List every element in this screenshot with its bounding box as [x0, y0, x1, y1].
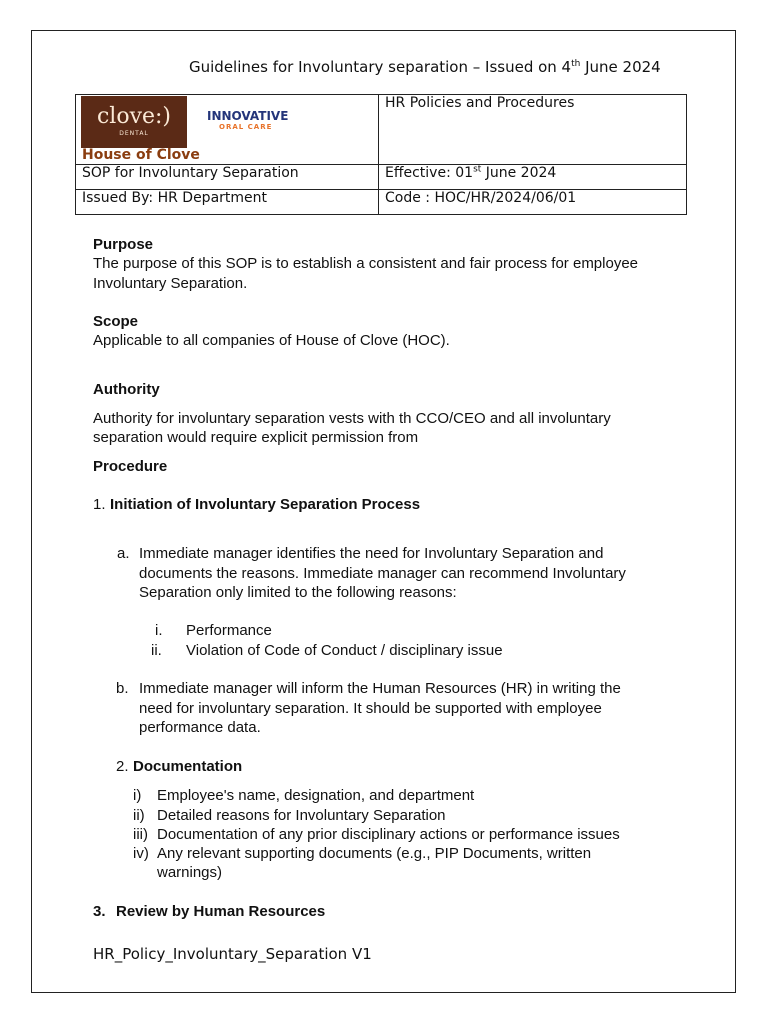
- doc-item-4-marker: iv): [133, 845, 149, 862]
- purpose-text-line-2: Involuntary Separation.: [93, 275, 248, 292]
- reason-2-marker: ii.: [151, 642, 162, 659]
- doc-item-2-marker: ii): [133, 807, 145, 824]
- authority-text-line-2: separation would require explicit permission from: [93, 429, 419, 446]
- doc-item-3-marker: iii): [133, 826, 148, 843]
- step-3-number: 3.: [93, 903, 106, 920]
- step-2-title: Documentation: [133, 758, 243, 775]
- footer-filename: HR_Policy_Involuntary_Separation V1: [93, 945, 372, 963]
- authority-heading: Authority: [93, 381, 160, 398]
- scope-text: Applicable to all companies of House of Clove (HOC).: [93, 332, 450, 349]
- header-table: [75, 94, 687, 215]
- item-b-line-2: need for involuntary separation. It should be supported with employee: [139, 700, 602, 717]
- sop-name-cell: [76, 165, 379, 190]
- innovative-oral-care-logo: INNOVATIVE ORAL CARE: [207, 109, 289, 131]
- effective-date-cell: Effective: 01st June 2024: [379, 165, 687, 190]
- doc-item-1-marker: i): [133, 787, 142, 804]
- item-b-line-1: Immediate manager will inform the Human Resources (HR) in writing the: [139, 680, 621, 697]
- issued-by: Issued By: HR Department: [82, 190, 268, 206]
- logo-cell: [76, 95, 379, 165]
- item-b-marker: b.: [116, 680, 129, 697]
- sop-name: SOP for Involuntary Separation: [82, 165, 299, 181]
- document-code: Code : HOC/HR/2024/06/01: [385, 190, 577, 206]
- doc-item-3-text: Documentation of any prior disciplinary actions or performance issues: [157, 826, 620, 843]
- reason-1-marker: i.: [155, 622, 163, 639]
- scope-heading: Scope: [93, 313, 139, 330]
- authority-text-line-1: Authority for involuntary separation vests with th CCO/CEO and all involuntary: [93, 410, 611, 427]
- policy-group-cell: [379, 95, 687, 165]
- house-of-clove-label: House of Clove: [82, 147, 200, 163]
- reason-1-text: Performance: [186, 622, 272, 639]
- step-1-number: 1.: [93, 496, 106, 513]
- item-a-marker: a.: [117, 545, 130, 562]
- step-3-title: Review by Human Resources: [116, 903, 326, 920]
- purpose-heading: Purpose: [93, 236, 154, 253]
- step-1-title: Initiation of Involuntary Separation Process: [110, 496, 421, 513]
- item-a-line-3: Separation only limited to the following reasons:: [139, 584, 457, 601]
- issued-by-cell: [76, 190, 379, 215]
- code-cell: [379, 190, 687, 215]
- doc-item-4-line-1: Any relevant supporting documents (e.g., PIP Documents, written: [157, 845, 592, 862]
- document-title: Guidelines for Involuntary separation – Issued on 4th June 2024: [189, 58, 661, 76]
- purpose-text-line-1: The purpose of this SOP is to establish a consistent and fair process for employee: [93, 255, 639, 272]
- doc-item-1-text: Employee's name, designation, and department: [157, 787, 475, 804]
- reason-2-text: Violation of Code of Conduct / disciplinary issue: [186, 642, 503, 659]
- policy-group: HR Policies and Procedures: [385, 95, 575, 111]
- item-a-line-1: Immediate manager identifies the need for Involuntary Separation and: [139, 545, 604, 562]
- step-2-number: 2.: [116, 758, 129, 775]
- procedure-heading: Procedure: [93, 458, 168, 475]
- doc-item-2-text: Detailed reasons for Involuntary Separation: [157, 807, 446, 824]
- item-b-line-3: performance data.: [139, 719, 261, 736]
- item-a-line-2: documents the reasons. Immediate manager can recommend Involuntary: [139, 565, 626, 582]
- doc-item-4-line-2: warnings): [157, 864, 223, 881]
- clove-dental-logo: clove:) DENTAL: [81, 96, 187, 148]
